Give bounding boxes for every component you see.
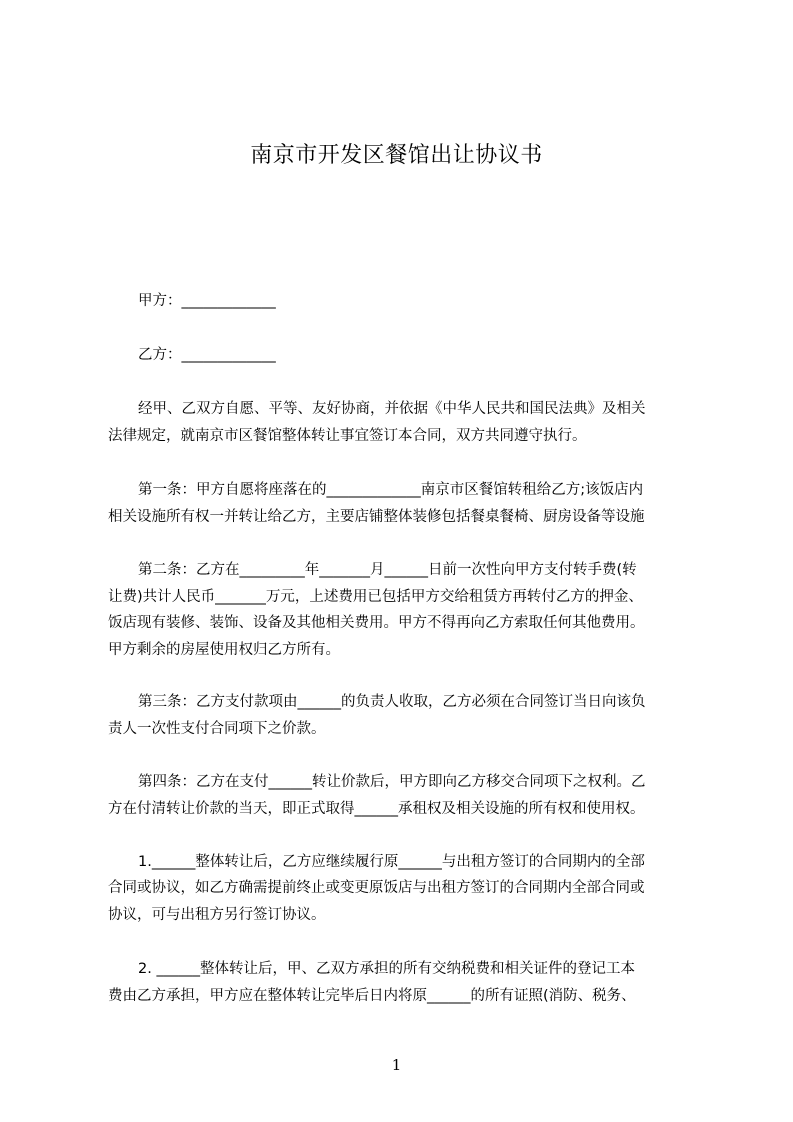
article3-line-2: 责人一次性支付合同项下之价款。	[108, 721, 326, 737]
item2-line-1: 2. ______整体转让后，甲、乙双方承担的所有交纳税费和相关证件的登记工本	[138, 961, 635, 977]
article4-line-2: 方在付清转让价款的当天，即正式取得______承租权及相关设施的所有权和使用权。	[108, 801, 645, 817]
party-b-line: 乙方：_____________	[138, 347, 276, 363]
article4-line-1: 第四条：乙方在支付______转让价款后，甲方即向乙方移交合同项下之权利。乙	[138, 774, 646, 790]
article1-line-1: 第一条：甲方自愿将座落在的_____________南京市区餐馆转租给乙方;该饭店内	[138, 482, 644, 498]
article3-line-1: 第三条：乙方支付款项由______的负责人收取，乙方必须在合同签订当日向该负	[138, 694, 646, 710]
intro-line-2: 法律规定，就南京市区餐馆整体转让事宜签订本合同，双方共同遵守执行。	[108, 428, 587, 444]
document-title: 南京市开发区餐馆出让协议书	[250, 143, 543, 168]
intro-line-1: 经甲、乙双方自愿、平等、友好协商，并依据《中华人民共和国民法典》及相关	[138, 401, 646, 417]
item1-line-1: 1.______整体转让后，乙方应继续履行原______与出租方签订的合同期内的全部	[138, 854, 645, 870]
article2-line-3: 饭店现有装修、装饰、设备及其他相关费用。甲方不得再向乙方索取任何其他费用。	[108, 615, 645, 631]
article1-line-2: 相关设施所有权一并转让给乙方，主要店铺整体装修包括餐桌餐椅、厨房设备等设施	[108, 509, 645, 525]
item1-line-2: 合同或协议，如乙方确需提前终止或变更原饭店与出租方签订的合同期内全部合同或	[108, 880, 645, 896]
article2-line-1: 第二条：乙方在_________年_______月______日前一次性向甲方支付转手费(转	[138, 562, 637, 578]
page-number: 1	[391, 1056, 402, 1074]
item2-line-2: 费由乙方承担，甲方应在整体转让完毕后日内将原______的所有证照(消防、税务、	[108, 988, 636, 1004]
item1-line-3: 协议，可与出租方另行签订协议。	[108, 907, 326, 923]
party-a-line: 甲方：_____________	[138, 293, 276, 309]
article2-line-4: 甲方剩余的房屋使用权归乙方所有。	[108, 642, 340, 658]
article2-line-2: 让费)共计人民币_______万元，上述费用已包括甲方交给租赁方再转付乙方的押金、	[108, 589, 643, 605]
